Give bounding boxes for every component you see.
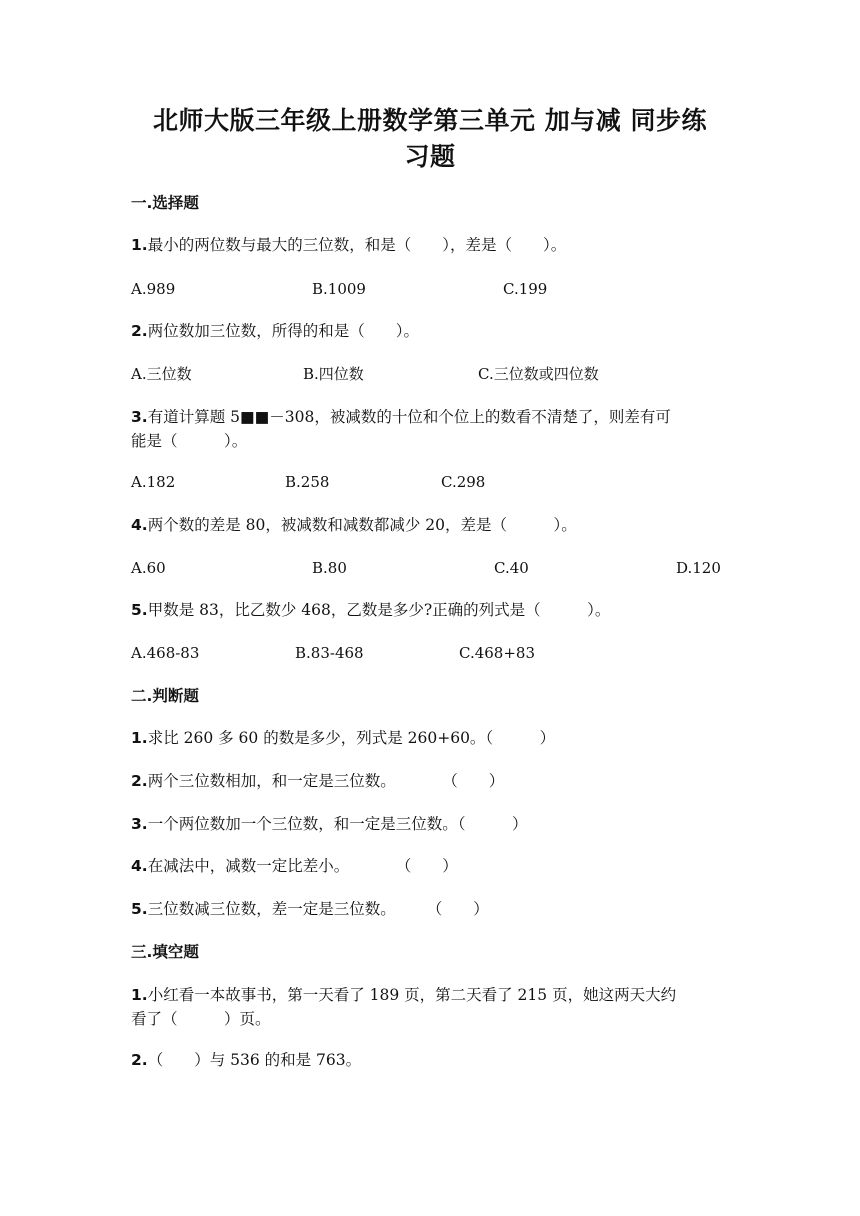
question-number: 1. xyxy=(131,729,148,747)
question-number: 4. xyxy=(131,516,148,534)
question-text: 两个数的差是 80，被减数和减数都减少 20，差是（ ）。 xyxy=(147,516,577,534)
section-heading-choice: 一.选择题 xyxy=(131,194,199,212)
question-text: 有道计算题 5■■－308，被减数的十位和个位上的数看不清楚了，则差有可 xyxy=(147,408,671,426)
judge-question-5 xyxy=(131,897,489,921)
choice-3-option-c: C.298 xyxy=(441,473,486,491)
title-line-1: 北师大版三年级上册数学第三单元 加与减 同步练 xyxy=(153,106,707,135)
choice-4-option-c: C.40 xyxy=(494,559,529,577)
question-text: （ ）与 536 的和是 763。 xyxy=(147,1051,362,1069)
choice-3-option-b: B.258 xyxy=(285,473,330,491)
question-text: 一个两位数加一个三位数，和一定是三位数。（ ） xyxy=(147,815,528,833)
choice-5-option-b: B.83-468 xyxy=(295,644,364,662)
choice-4-option-a: A.60 xyxy=(131,559,166,577)
question-number: 1. xyxy=(131,986,148,1004)
question-number: 2. xyxy=(131,322,148,340)
title-line-2: 习题 xyxy=(404,142,456,171)
question-text: 甲数是 83，比乙数少 468，乙数是多少?正确的列式是（ ）。 xyxy=(147,601,611,619)
judge-question-2 xyxy=(131,769,504,793)
judge-question-1 xyxy=(131,726,555,750)
choice-1-option-c: C.199 xyxy=(503,280,548,298)
choice-1-option-a: A.989 xyxy=(131,280,176,298)
question-number: 5. xyxy=(131,900,148,918)
question-number: 2. xyxy=(131,1051,148,1069)
choice-4-option-b: B.80 xyxy=(312,559,347,577)
section-heading-fill: 三.填空题 xyxy=(131,943,199,961)
choice-question-1 xyxy=(131,233,566,257)
choice-4-option-d: D.120 xyxy=(676,559,721,577)
choice-question-3-continued: 能是（ ）。 xyxy=(131,432,248,450)
question-number: 1. xyxy=(131,236,148,254)
choice-5-option-a: A.468-83 xyxy=(131,644,200,662)
choice-2-option-b: B.四位数 xyxy=(303,365,364,383)
choice-question-4 xyxy=(131,513,577,537)
question-text: 两位数加三位数，所得的和是（ ）。 xyxy=(147,322,419,340)
question-number: 5. xyxy=(131,601,148,619)
question-text: 最小的两位数与最大的三位数，和是（ ），差是（ ）。 xyxy=(147,236,567,254)
page-title xyxy=(100,103,760,175)
judge-question-3 xyxy=(131,812,527,836)
question-text: 求比 260 多 60 的数是多少，列式是 260+60。（ ） xyxy=(147,729,556,747)
fill-question-1 xyxy=(131,983,676,1007)
question-number: 3. xyxy=(131,408,148,426)
choice-2-option-a: A.三位数 xyxy=(131,365,192,383)
question-number: 3. xyxy=(131,815,148,833)
question-text: 小红看一本故事书，第一天看了 189 页，第二天看了 215 页，她这两天大约 xyxy=(147,986,677,1004)
choice-1-option-b: B.1009 xyxy=(312,280,366,298)
choice-3-option-a: A.182 xyxy=(131,473,176,491)
question-text: 在减法中，减数一定比差小。 （ ） xyxy=(147,857,458,875)
fill-question-1-continued: 看了（ ）页。 xyxy=(131,1010,271,1028)
judge-question-4 xyxy=(131,854,458,878)
question-number: 2. xyxy=(131,772,148,790)
choice-question-3 xyxy=(131,405,671,429)
question-text: 两个三位数相加，和一定是三位数。 （ ） xyxy=(147,772,505,790)
choice-question-2 xyxy=(131,319,419,343)
choice-5-option-c: C.468+83 xyxy=(459,644,535,662)
fill-question-2 xyxy=(131,1048,361,1072)
question-text: 三位数减三位数，差一定是三位数。 （ ） xyxy=(147,900,489,918)
question-number: 4. xyxy=(131,857,148,875)
section-heading-judge: 二.判断题 xyxy=(131,687,199,705)
choice-question-5 xyxy=(131,598,610,622)
choice-2-option-c: C.三位数或四位数 xyxy=(478,365,599,383)
